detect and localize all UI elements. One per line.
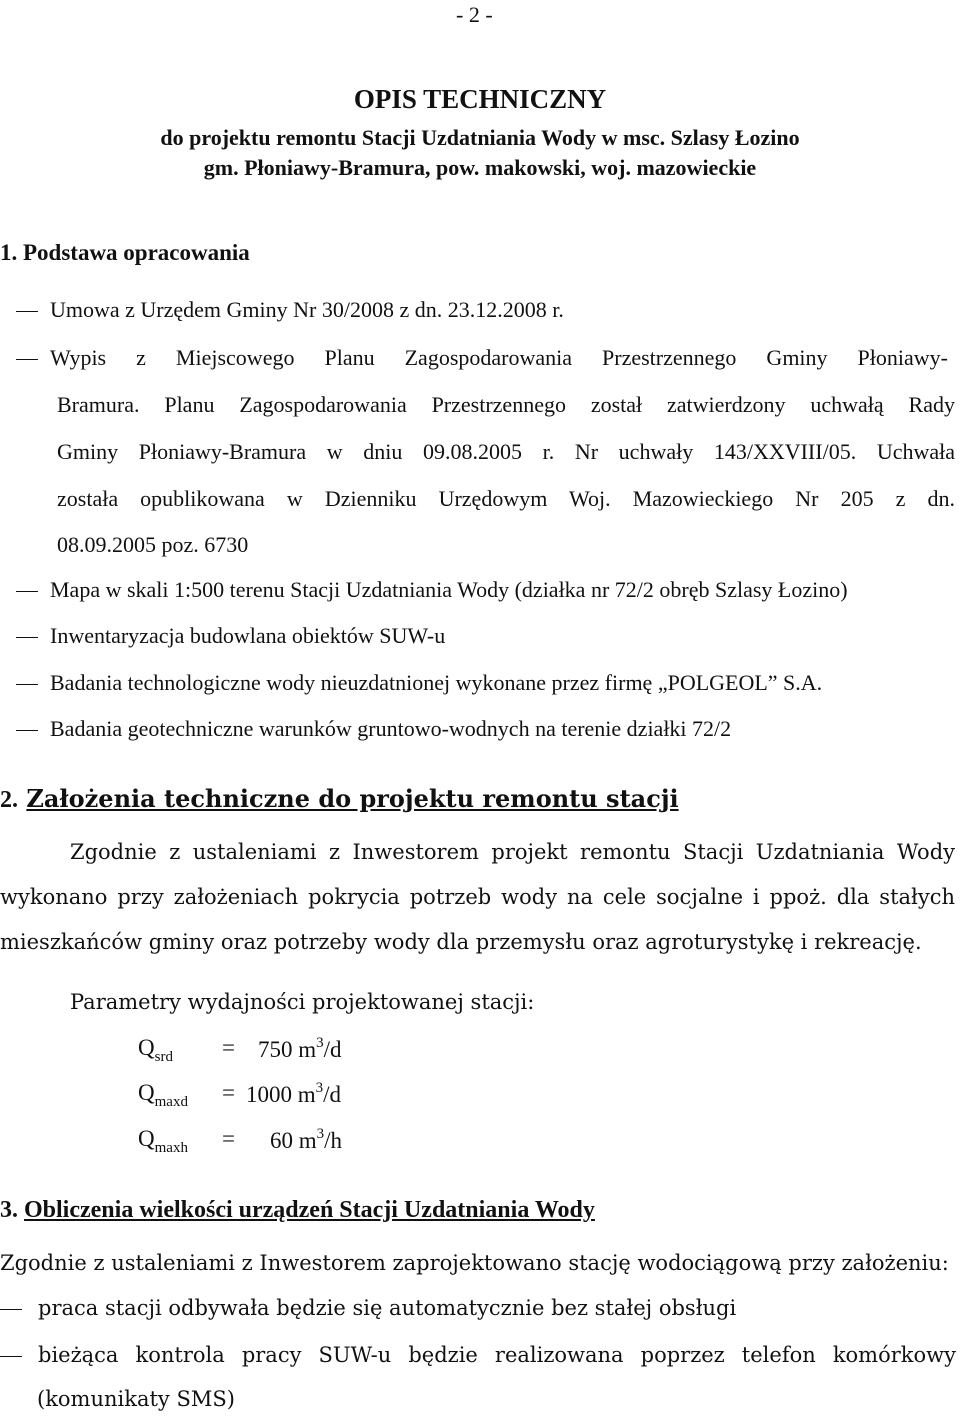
param-value-number: 60 m <box>270 1128 317 1153</box>
list-item <box>16 716 731 741</box>
list-item <box>0 1343 956 1367</box>
list-item-continuation: (komunikaty SMS) <box>37 1387 235 1411</box>
param-symbol: Q <box>138 1126 155 1151</box>
section-3-title: Obliczenia wielkości urządzeń Stacji Uzdatniania Wody <box>24 1197 595 1223</box>
param-row <box>138 1080 188 1111</box>
dash-bullet <box>0 1309 22 1310</box>
list-item-text: praca stacji odbywała będzie się automatycznie bez stałej obsługi <box>38 1296 737 1320</box>
list-item-text: Mapa w skali 1:500 terenu Stacji Uzdatniania Wody (działka nr 72/2 obręb Szlasy Łozino) <box>50 577 848 602</box>
section-2-title: Założenia techniczne do projektu remontu stacji <box>26 784 679 813</box>
param-subscript: srd <box>154 1049 173 1065</box>
list-item-text: Badania technologiczne wody nieuzdatnionej wykonane przez firmę „POLGEOL” S.A. <box>50 670 823 695</box>
list-item-continuation: Gminy Płoniawy-Bramura w dniu 09.08.2005 r. Nr uchwały 143/XXVIII/05. Uchwała <box>57 439 955 464</box>
list-item <box>16 577 848 602</box>
param-value-number: 1000 m <box>246 1082 316 1107</box>
section-3-heading <box>0 1197 595 1225</box>
dash-bullet <box>16 730 38 731</box>
param-superscript: 3 <box>316 1035 324 1051</box>
document-subtitle-line-2: gm. Płoniawy-Bramura, pow. makowski, woj. mazowieckie <box>203 155 757 180</box>
param-equals: = <box>222 1080 235 1105</box>
param-subscript: maxh <box>154 1140 188 1156</box>
param-superscript: 3 <box>315 1080 324 1096</box>
list-item <box>16 345 948 370</box>
param-value <box>246 1080 341 1108</box>
list-item <box>0 1296 736 1320</box>
param-subscript: maxd <box>154 1094 188 1110</box>
param-value <box>270 1126 342 1154</box>
page-number: - 2 - <box>456 2 493 27</box>
param-unit: /d <box>323 1082 342 1107</box>
list-item-continuation: 08.09.2005 poz. 6730 <box>57 532 249 557</box>
list-item-text: bieżąca kontrola pracy SUW-u będzie realizowana poprzez telefon komórkowy <box>38 1343 956 1367</box>
section-1-heading: 1. Podstawa opracowania <box>0 240 250 265</box>
list-item-text: Umowa z Urzędem Gminy Nr 30/2008 z dn. 23.12.2008 r. <box>50 297 564 322</box>
dash-bullet <box>0 1356 22 1357</box>
param-value <box>258 1035 342 1063</box>
section-2-paragraph-line: mieszkańców gminy oraz potrzeby wody dla przemysłu oraz agroturystykę i rekreację. <box>0 930 922 954</box>
section-2-paragraph-line: Zgodnie z ustaleniami z Inwestorem projekt remontu Stacji Uzdatniania Wody <box>70 840 955 864</box>
dash-bullet <box>16 637 38 638</box>
section-2-number: 2. <box>0 787 18 813</box>
section-2-heading <box>0 785 679 815</box>
param-row <box>138 1035 173 1066</box>
list-item-text: Badania geotechniczne warunków gruntowo-wodnych na terenie działki 72/2 <box>50 716 732 741</box>
list-item <box>16 670 822 695</box>
param-unit: /d <box>323 1037 342 1062</box>
list-item-text: Inwentaryzacja budowlana obiektów SUW-u <box>50 623 446 648</box>
document-title: OPIS TECHNICZNY <box>353 84 607 114</box>
dash-bullet <box>16 359 38 360</box>
param-row <box>138 1126 188 1157</box>
param-symbol: Q <box>138 1035 155 1060</box>
section-3-number: 3. <box>0 1197 18 1223</box>
list-item <box>16 297 564 322</box>
param-superscript: 3 <box>316 1126 325 1142</box>
dash-bullet <box>16 311 38 312</box>
param-equals: = <box>222 1035 235 1060</box>
list-item-continuation: została opublikowana w Dzienniku Urzędowym Woj. Mazowieckiego Nr 205 z dn. <box>57 486 955 511</box>
section-2-paragraph-line: wykonano przy założeniach pokrycia potrzeb wody na cele socjalne i ppoż. dla stałych <box>0 885 955 909</box>
parameters-intro: Parametry wydajności projektowanej stacji: <box>70 990 535 1014</box>
list-item-continuation: Bramura. Planu Zagospodarowania Przestrzennego został zatwierdzony uchwałą Rady <box>57 392 955 417</box>
dash-bullet <box>16 684 38 685</box>
list-item <box>16 623 445 648</box>
section-3-intro: Zgodnie z ustaleniami z Inwestorem zaprojektowano stację wodociągową przy założeniu: <box>0 1251 949 1275</box>
param-unit: /h <box>324 1128 343 1153</box>
param-symbol: Q <box>138 1080 155 1105</box>
document-subtitle-line-1: do projektu remontu Stacji Uzdatniania Wody w msc. Szlasy Łozino <box>160 125 800 150</box>
param-value-number: 750 m <box>258 1037 317 1062</box>
dash-bullet <box>16 591 38 592</box>
list-item-text: Wypis z Miejscowego Planu Zagospodarowania Przestrzennego Gminy Płoniawy- <box>50 345 948 370</box>
param-equals: = <box>222 1126 235 1151</box>
